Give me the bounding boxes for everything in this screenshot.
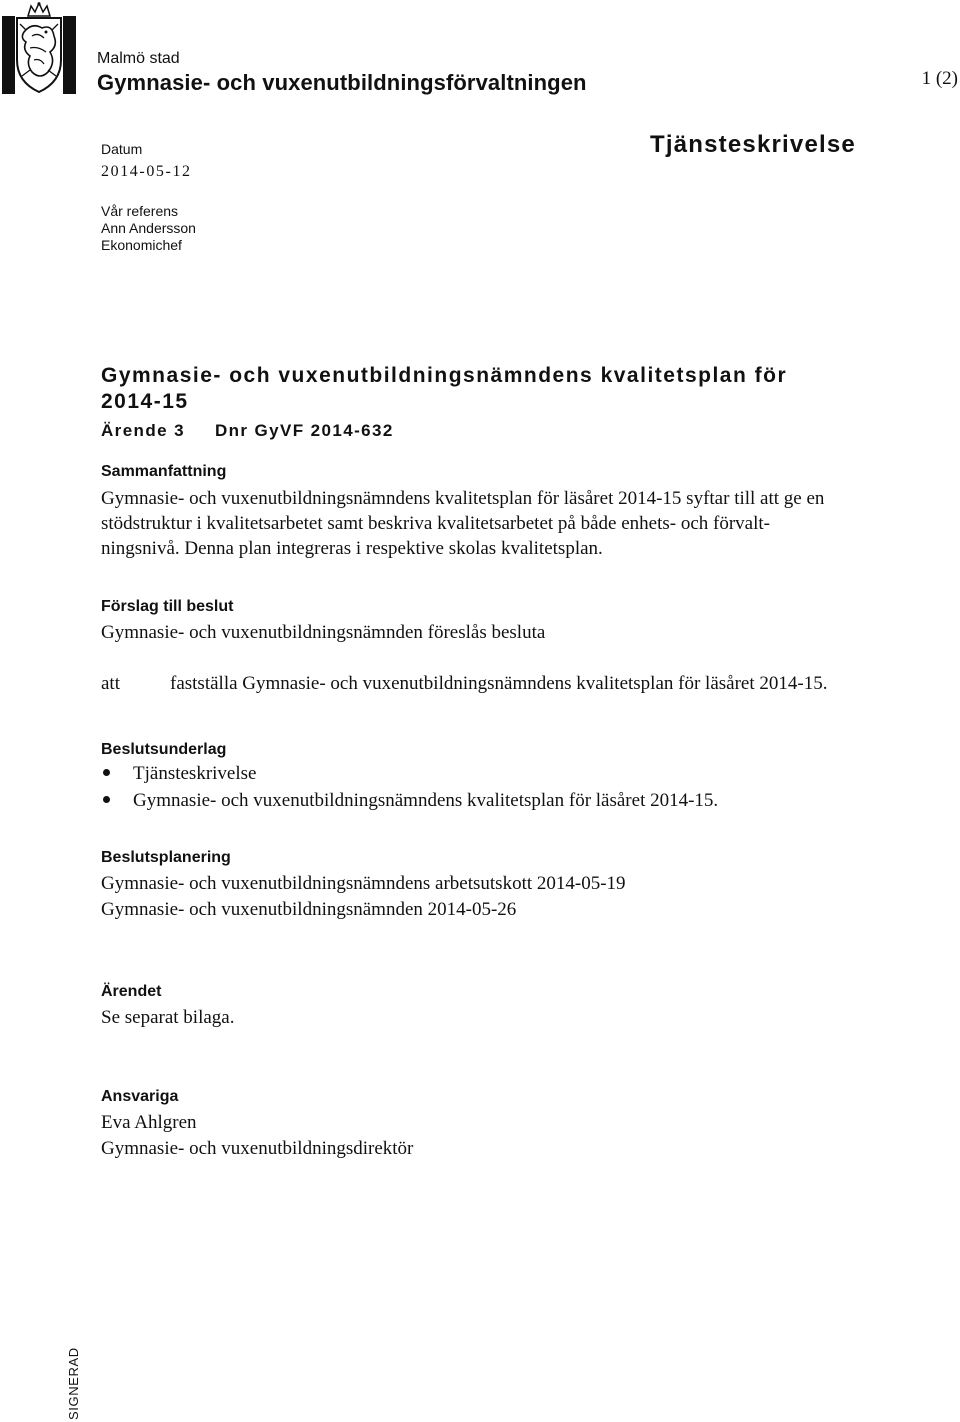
malmo-coat-of-arms-logo-icon: [2, 2, 76, 94]
matter-text: Se separat bilaga.: [101, 1007, 235, 1028]
decision-planning-heading: Beslutsplanering: [101, 849, 231, 866]
bullet-icon: [103, 796, 110, 803]
decision-planning-line: Gymnasie- och vuxenutbildningsnämnden 2014-05-26: [101, 899, 517, 920]
organization-city: Malmö stad: [97, 50, 180, 67]
signed-label: SIGNERAD: [66, 1347, 81, 1420]
list-item-text: Gymnasie- och vuxenutbildningsnämndens kvalitetsplan för läsåret 2014-15.: [133, 790, 719, 811]
proposal-heading: Förslag till beslut: [101, 598, 234, 615]
reference-name: Ann Andersson: [101, 220, 196, 236]
responsible-title: Gymnasie- och vuxenutbildningsdirektör: [101, 1138, 414, 1159]
list-item: [101, 790, 718, 812]
diary-number: Dnr GyVF 2014-632: [214, 421, 394, 440]
page-number: 1 (2): [921, 68, 958, 89]
proposal-intro: Gymnasie- och vuxenutbildningsnämnden föreslås besluta: [101, 622, 546, 643]
responsible-name: Eva Ahlgren: [101, 1112, 197, 1133]
bullet-icon: [103, 769, 110, 776]
proposal-att-word: att: [101, 673, 120, 694]
document-title-line2: 2014-15: [101, 390, 189, 413]
summary-line: stödstruktur i kvalitetsarbetet samt beskriva kvalitetsarbetet på både enhets- och förvalt-: [101, 513, 770, 534]
case-number: Ärende 3: [101, 421, 185, 440]
proposal-att-text: fastställa Gymnasie- och vuxenutbildningsnämndens kvalitetsplan för läsåret 2014-15.: [170, 673, 828, 694]
decision-basis-heading: Beslutsunderlag: [101, 741, 227, 758]
matter-heading: Ärendet: [101, 983, 162, 1000]
summary-line: ningsnivå. Denna plan integreras i respektive skolas kvalitetsplan.: [101, 538, 603, 559]
organization-name: Gymnasie- och vuxenutbildningsförvaltningen: [97, 70, 587, 95]
date-label: Datum: [101, 141, 143, 157]
decision-planning-line: Gymnasie- och vuxenutbildningsnämndens arbetsutskott 2014-05-19: [101, 873, 626, 894]
summary-line: Gymnasie- och vuxenutbildningsnämndens kvalitetsplan för läsåret 2014-15 syftar till att ge en: [101, 488, 825, 509]
reference-label: Vår referens: [101, 203, 179, 219]
summary-text: [101, 486, 824, 561]
date-value: 2014-05-12: [101, 163, 192, 180]
list-item: [101, 763, 256, 785]
responsible-heading: Ansvariga: [101, 1088, 179, 1105]
reference-title: Ekonomichef: [101, 237, 182, 253]
document-title-line1: Gymnasie- och vuxenutbildningsnämndens kvalitetsplan för: [101, 364, 788, 387]
document-title: [101, 363, 787, 415]
summary-heading: Sammanfattning: [101, 463, 227, 480]
case-reference: [101, 421, 394, 441]
list-item-text: Tjänsteskrivelse: [133, 763, 257, 784]
document-type: Tjänsteskrivelse: [650, 131, 856, 158]
